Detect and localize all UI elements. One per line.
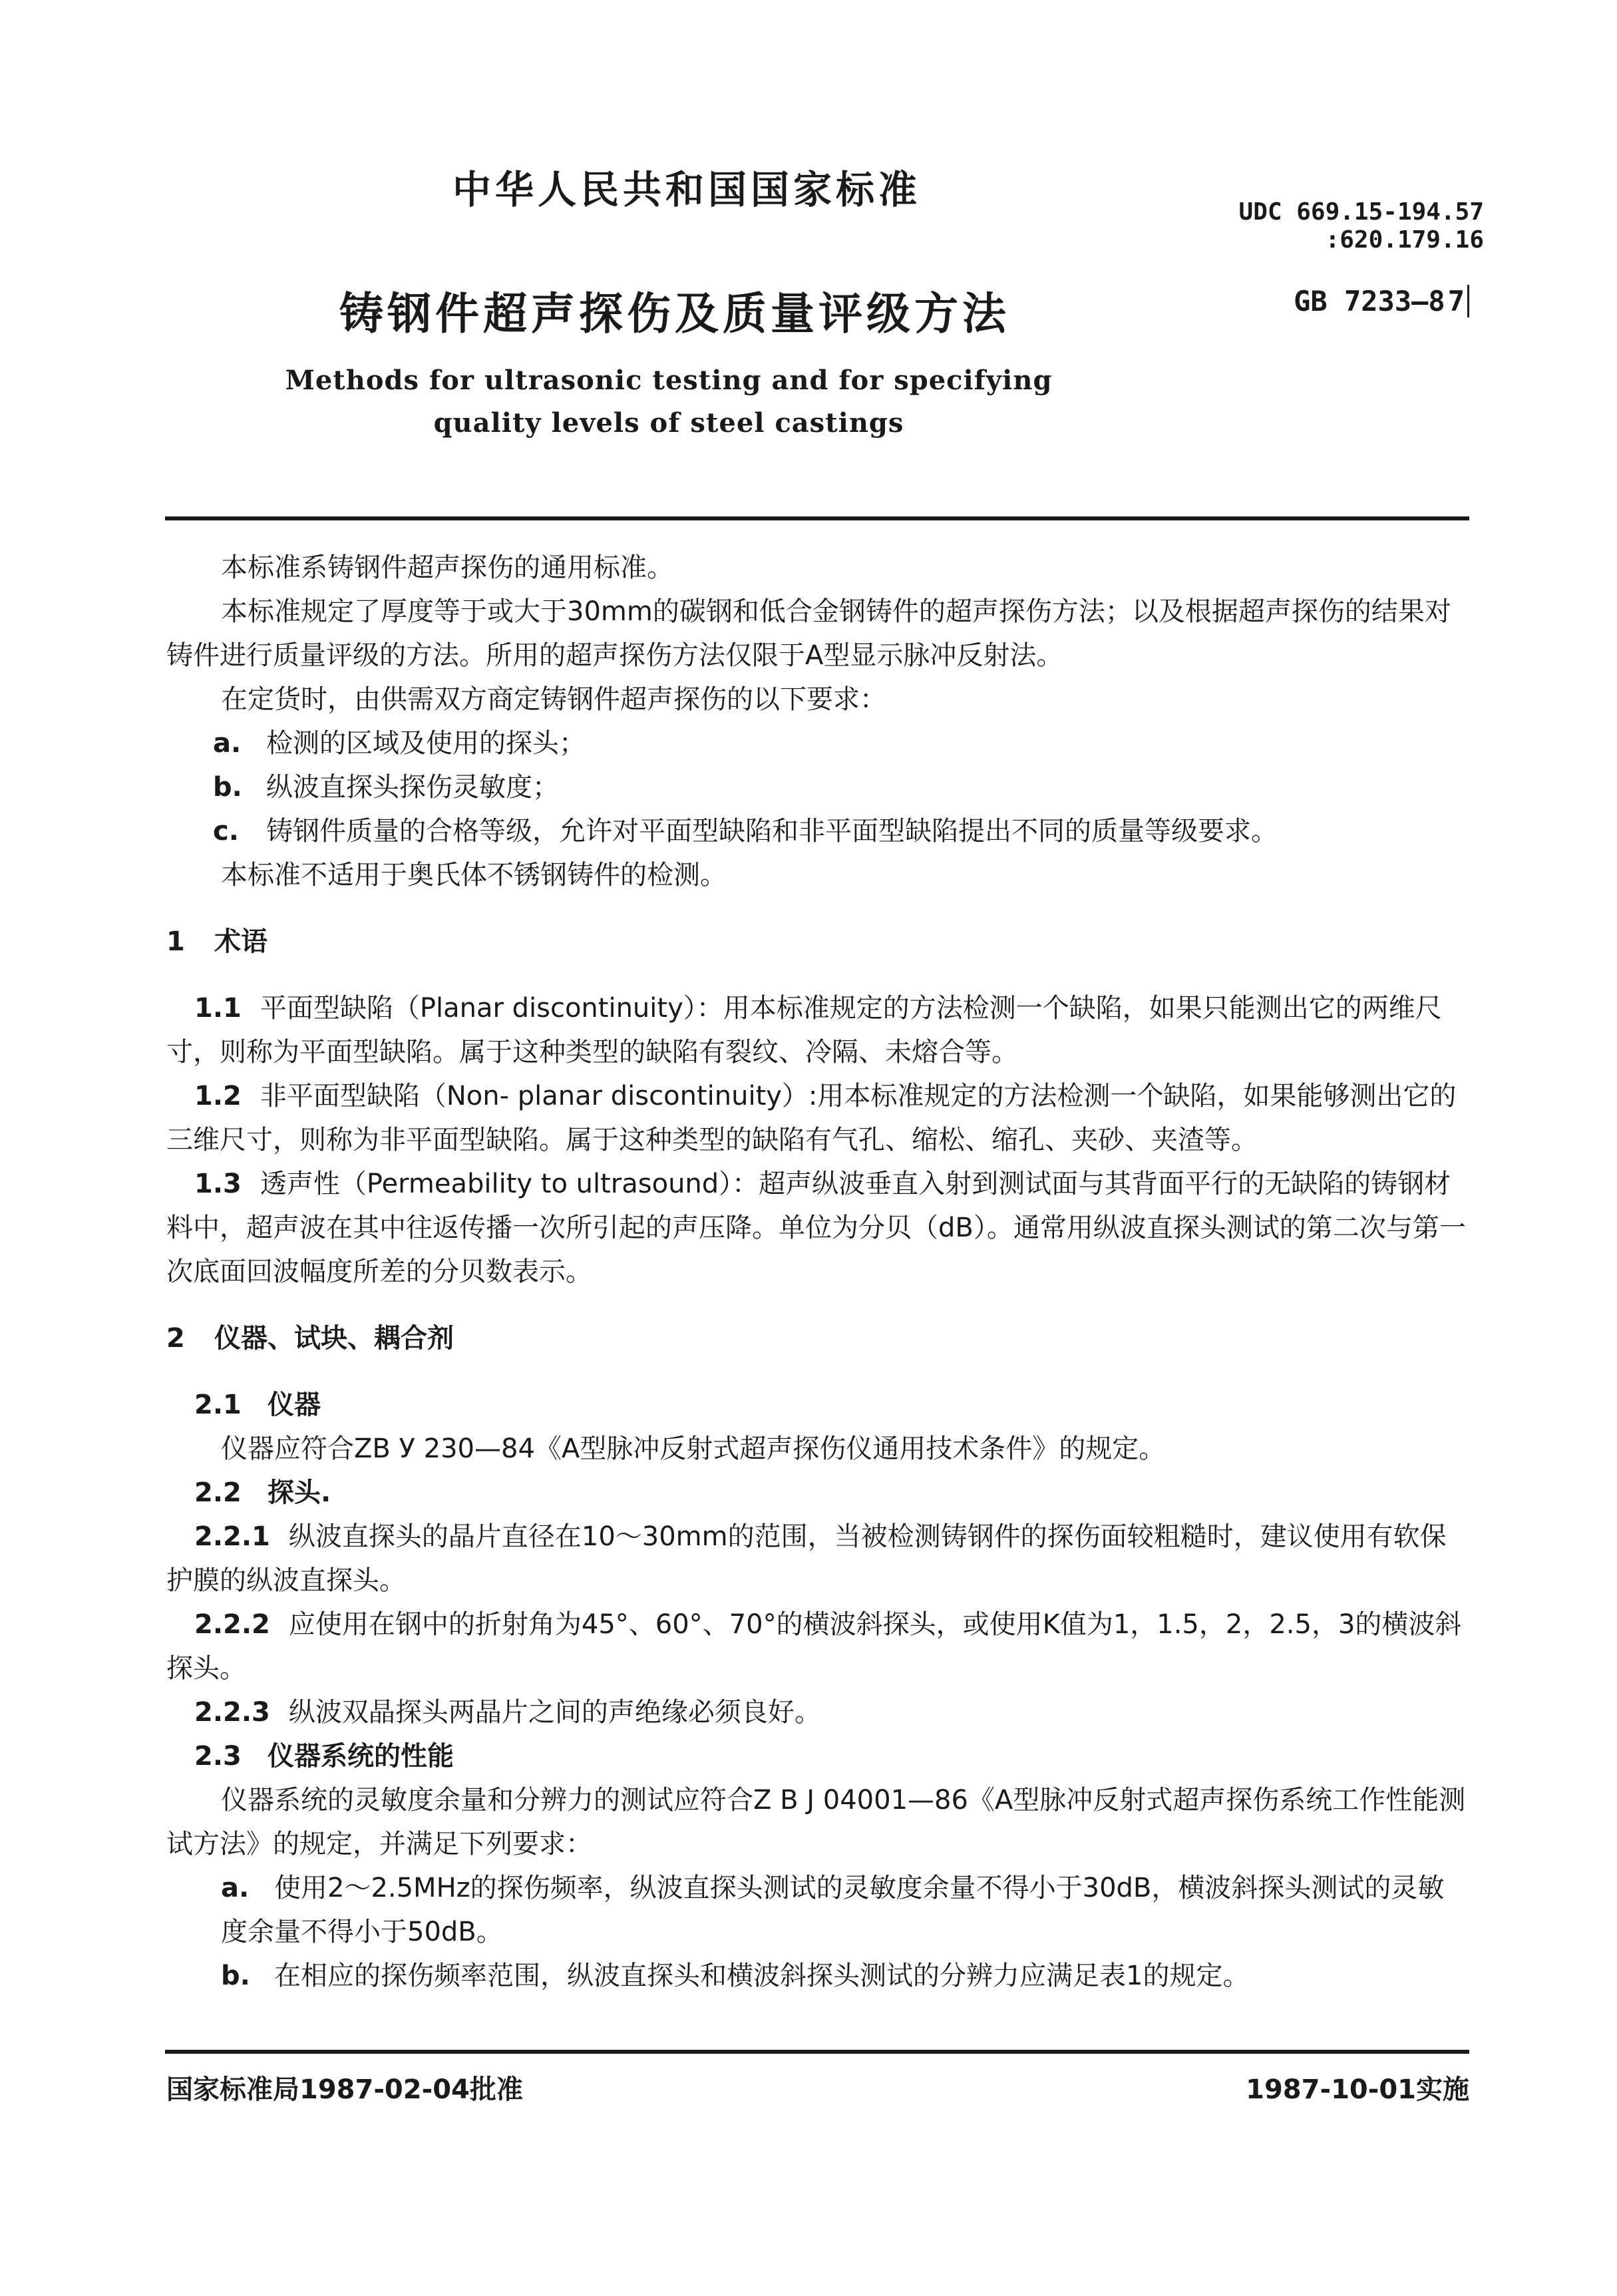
section-number: 2 bbox=[166, 1323, 185, 1354]
item-label: b. bbox=[213, 772, 242, 803]
clause-text: 纵波双晶探头两晶片之间的声绝缘必须良好。 bbox=[288, 1697, 821, 1728]
intro-paragraph-4: 本标准不适用于奥氏体不锈钢铸件的检测。 bbox=[221, 860, 727, 890]
udc-code bbox=[1239, 198, 1484, 254]
section-title: 术语 bbox=[214, 926, 268, 957]
clause-title: 探头. bbox=[268, 1477, 331, 1508]
english-title-line-2: quality levels of steel castings bbox=[433, 407, 904, 439]
standard-type: 中华人民共和国国家标准 bbox=[452, 167, 922, 212]
header-rule bbox=[165, 516, 1469, 520]
clause-text: 纵波直探头的晶片直径在10～30mm的范围，当被检测铸钢件的探伤面较粗糙时，建议使用有软保护膜的纵波直探头。 bbox=[166, 1521, 1447, 1596]
clause-2-2-heading bbox=[166, 1471, 1471, 1515]
item-text: 铸钢件质量的合格等级，允许对平面型缺陷和非平面型缺陷提出不同的质量等级要求。 bbox=[266, 816, 1278, 847]
english-title-line-1: Methods for ultrasonic testing and for specifying bbox=[285, 365, 1053, 396]
approval-date: 国家标准局1987-02-04批准 bbox=[166, 2074, 523, 2105]
section-2-heading bbox=[166, 1316, 1471, 1360]
item-label: c. bbox=[213, 816, 239, 847]
clause-2-2-3 bbox=[166, 1690, 1471, 1734]
clause-number: 2.1 bbox=[194, 1390, 242, 1420]
intro-item-c bbox=[166, 809, 1471, 853]
clause-text: 应使用在钢中的折射角为45°、60°、70°的横波斜探头，或使用K值为1，1.5，2，2.5，3的横波斜探头。 bbox=[166, 1609, 1462, 1684]
intro-paragraph-1: 本标准系铸钢件超声探伤的通用标准。 bbox=[221, 552, 673, 583]
clause-title: 仪器系统的性能 bbox=[268, 1741, 454, 1772]
item-text: 检测的区域及使用的探头； bbox=[266, 728, 586, 759]
clause-2-1-heading bbox=[166, 1383, 1471, 1427]
gb-number-text: GB 7233—8 bbox=[1294, 285, 1445, 317]
clause-number: 2.2.3 bbox=[194, 1697, 270, 1728]
clause-number: 1.1 bbox=[194, 993, 242, 1024]
clause-number: 2.2.2 bbox=[194, 1609, 270, 1640]
gb-year-digit: 7 bbox=[1448, 285, 1469, 317]
clause-1-2 bbox=[166, 1074, 1471, 1162]
clause-text: 透声性（Permeability to ultrasound）：超声纵波垂直入射到测试面与其背面平行的无缺陷的铸钢材料中，超声波在其中往返传播一次所引起的声压降。单位为分贝（dB）。通常用纵波直探头测试的第二次与第一次底面回波幅度所差的分贝数表示。 bbox=[166, 1169, 1466, 1287]
clause-title: 仪器 bbox=[268, 1390, 321, 1420]
clause-1-3 bbox=[166, 1162, 1471, 1294]
clause-2-1-text: 仪器应符合ZB У 230—84《A型脉冲反射式超声探伤仪通用技术条件》的规定。 bbox=[221, 1434, 1166, 1464]
clause-2-3-text: 仪器系统的灵敏度余量和分辨力的测试应符合Z B J 04001—86《A型脉冲反射式超声探伤系统工作性能测试方法》的规定，并满足下列要求： bbox=[166, 1785, 1466, 1859]
item-label: a. bbox=[221, 1873, 250, 1903]
gb-number bbox=[1294, 285, 1469, 317]
clause-1-1 bbox=[166, 986, 1471, 1074]
clause-number: 1.2 bbox=[194, 1081, 242, 1111]
item-label: b. bbox=[221, 1961, 250, 1991]
document-title: 铸钢件超声探伤及质量评级方法 bbox=[339, 288, 1010, 339]
clause-number: 2.2.1 bbox=[194, 1521, 270, 1552]
item-text: 使用2～2.5MHz的探伤频率，纵波直探头测试的灵敏度余量不得小于30dB，横波斜探头测试的灵敏度余量不得小于50dB。 bbox=[221, 1873, 1445, 1947]
clause-2-2-2 bbox=[166, 1603, 1471, 1690]
item-text: 在相应的探伤频率范围，纵波直探头和横波斜探头测试的分辨力应满足表1的规定。 bbox=[274, 1961, 1250, 1991]
clause-number: 1.3 bbox=[194, 1169, 242, 1199]
effective-date: 1987-10-01实施 bbox=[1246, 2074, 1469, 2105]
intro-paragraph-3: 在定货时，由供需双方商定铸钢件超声探伤的以下要求： bbox=[221, 684, 886, 715]
clause-text: 平面型缺陷（Planar discontinuity）：用本标准规定的方法检测一个缺陷，如果只能测出它的两维尺寸，则称为平面型缺陷。属于这种类型的缺陷有裂纹、冷隔、未熔合等。 bbox=[166, 993, 1442, 1067]
clause-number: 2.2 bbox=[194, 1477, 242, 1508]
clause-text: 非平面型缺陷（Non- planar discontinuity）:用本标准规定的方法检测一个缺陷，如果能够测出它的三维尺寸，则称为非平面型缺陷。属于这种类型的缺陷有气孔、缩松、缩孔、夹砂、夹渣等。 bbox=[166, 1081, 1457, 1155]
clause-2-2-1 bbox=[166, 1515, 1471, 1603]
item-text: 纵波直探头探伤灵敏度； bbox=[266, 772, 559, 803]
item-label: a. bbox=[213, 728, 242, 759]
footer-rule bbox=[165, 2050, 1469, 2054]
udc-line-1: UDC 669.15-194.57 bbox=[1238, 198, 1484, 226]
document-body bbox=[166, 546, 1471, 1998]
section-title: 仪器、试块、耦合剂 bbox=[214, 1323, 454, 1354]
intro-item-a bbox=[166, 721, 1471, 765]
section-1-heading bbox=[166, 920, 1471, 964]
intro-item-b bbox=[166, 765, 1471, 809]
section-number: 1 bbox=[166, 926, 185, 957]
clause-2-3-heading bbox=[166, 1734, 1471, 1778]
intro-paragraph-2: 本标准规定了厚度等于或大于30mm的碳钢和低合金钢铸件的超声探伤方法；以及根据超声探伤的结果对铸件进行质量评级的方法。所用的超声探伤方法仅限于A型显示脉冲反射法。 bbox=[166, 596, 1451, 671]
english-title bbox=[0, 359, 1338, 445]
udc-line-2: :620.179.16 bbox=[1325, 226, 1484, 254]
clause-2-3-item-b bbox=[166, 1954, 1471, 1998]
clause-number: 2.3 bbox=[194, 1741, 242, 1772]
clause-2-3-item-a bbox=[166, 1866, 1471, 1954]
